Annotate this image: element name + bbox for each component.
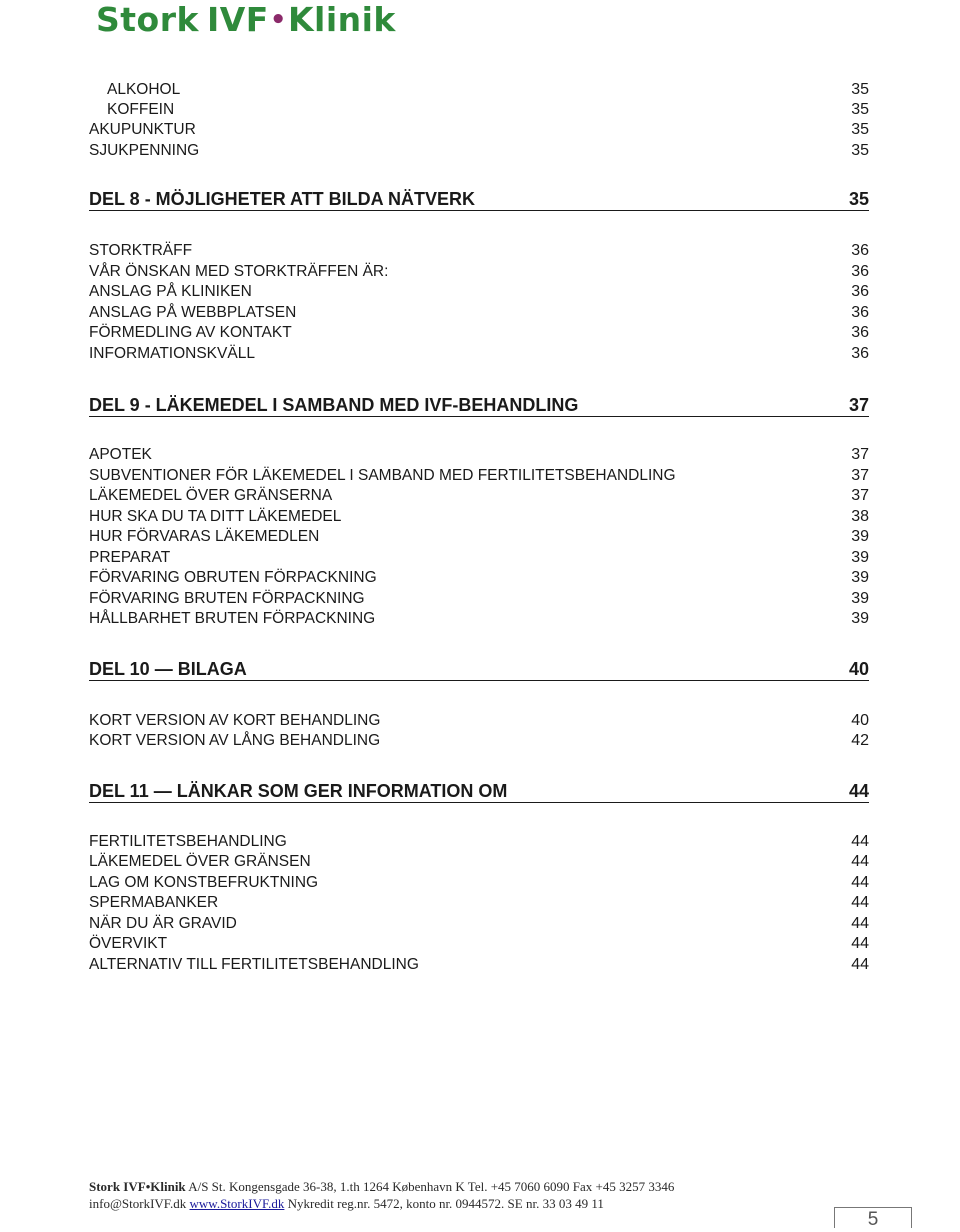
toc-entry-title: HUR SKA DU TA DITT LÄKEMEDEL (89, 508, 342, 525)
toc-section-heading[interactable] (89, 780, 869, 803)
toc-entry[interactable] (107, 100, 869, 120)
toc-entry-page: 39 (851, 590, 869, 607)
table-of-contents (89, 0, 869, 1000)
toc-entry-title: SJUKPENNING (89, 142, 200, 159)
footer-address: A/S St. Kongensgade 36-38, 1.th 1264 København K Tel. +45 7060 6090 Fax +45 3257 3346 (185, 1179, 675, 1194)
toc-entry-title: KOFFEIN (107, 101, 175, 118)
toc-entry-page: 36 (851, 304, 869, 321)
toc-entry-page: 35 (851, 81, 869, 98)
toc-section-title: DEL 10 — BILAGA (89, 659, 247, 679)
toc-section-page: 35 (848, 189, 869, 209)
toc-entry-title: ANSLAG PÅ WEBBPLATSEN (89, 304, 297, 321)
toc-entry-page: 37 (851, 446, 869, 463)
toc-entry[interactable] (89, 303, 869, 323)
toc-entry-page: 44 (851, 853, 869, 870)
toc-section-page: 44 (848, 781, 869, 801)
toc-entry[interactable] (89, 568, 869, 588)
toc-section-heading[interactable] (89, 658, 869, 681)
toc-entry[interactable] (89, 282, 869, 302)
footer-line-contact (89, 1195, 739, 1212)
page-number: 5 (834, 1207, 912, 1228)
toc-entry[interactable] (107, 80, 869, 100)
toc-entry[interactable] (89, 934, 869, 954)
toc-entry-title: LÄKEMEDEL ÖVER GRÄNSERNA (89, 487, 333, 504)
toc-entry-page: 35 (851, 121, 869, 138)
toc-entry[interactable] (89, 873, 869, 893)
logo-dot: • (269, 5, 287, 35)
toc-entry-page: 39 (851, 528, 869, 545)
toc-entry-title: FÖRVARING OBRUTEN FÖRPACKNING (89, 569, 377, 586)
toc-entry-page: 44 (851, 956, 869, 973)
toc-entry-page: 35 (851, 142, 869, 159)
toc-entry[interactable] (89, 548, 869, 568)
footer-line-address (89, 1178, 739, 1195)
toc-entry-page: 36 (851, 324, 869, 341)
toc-entry-page: 40 (851, 712, 869, 729)
toc-entry-title: KORT VERSION AV KORT BEHANDLING (89, 712, 381, 729)
toc-section-title: DEL 11 — LÄNKAR SOM GER INFORMATION OM (89, 781, 508, 801)
toc-entry-page: 36 (851, 283, 869, 300)
toc-entry-page: 37 (851, 487, 869, 504)
logo-word-ivf: IVF (206, 0, 269, 39)
toc-entry[interactable] (89, 323, 869, 343)
toc-entry-title: FÖRMEDLING AV KONTAKT (89, 324, 292, 341)
toc-entry[interactable] (89, 731, 869, 751)
toc-entry-title: STORKTRÄFF (89, 242, 193, 259)
toc-entry-title: LAG OM KONSTBEFRUKTNING (89, 874, 319, 891)
toc-entry[interactable] (89, 711, 869, 731)
toc-entry[interactable] (89, 893, 869, 913)
toc-entry-title: ALKOHOL (107, 81, 181, 98)
logo-word-klinik: Klinik (287, 0, 396, 39)
footer-bank-info: Nykredit reg.nr. 5472, konto nr. 0944572. SE nr. 33 03 49 11 (284, 1196, 604, 1211)
toc-entry[interactable] (89, 486, 869, 506)
toc-entry-title: SPERMABANKER (89, 894, 219, 911)
toc-section-heading[interactable] (89, 394, 869, 417)
toc-entry-title: HUR FÖRVARAS LÄKEMEDLEN (89, 528, 320, 545)
toc-entry[interactable] (89, 832, 869, 852)
logo-word-stork: Stork (96, 0, 199, 39)
toc-entry-page: 39 (851, 549, 869, 566)
toc-entry-title: NÄR DU ÄR GRAVID (89, 915, 237, 932)
toc-entry[interactable] (89, 589, 869, 609)
toc-entry-title: ANSLAG PÅ KLINIKEN (89, 283, 252, 300)
toc-entry[interactable] (89, 445, 869, 465)
toc-entry-page: 39 (851, 569, 869, 586)
toc-section-heading[interactable] (89, 188, 869, 211)
toc-entry-page: 39 (851, 610, 869, 627)
toc-entry[interactable] (89, 527, 869, 547)
toc-entry-title: APOTEK (89, 446, 152, 463)
footer-website-link[interactable]: www.StorkIVF.dk (189, 1196, 285, 1211)
toc-entry[interactable] (89, 609, 869, 629)
toc-entry-title: INFORMATIONSKVÄLL (89, 345, 255, 362)
toc-entry-page: 44 (851, 935, 869, 952)
footer-brand: Stork IVF•Klinik (89, 1179, 186, 1194)
toc-entry[interactable] (89, 141, 869, 161)
toc-entry-page: 37 (851, 467, 869, 484)
toc-entry-title: AKUPUNKTUR (89, 121, 196, 138)
toc-entry-page: 36 (851, 345, 869, 362)
toc-entry-title: PREPARAT (89, 549, 171, 566)
toc-entry[interactable] (89, 914, 869, 934)
toc-entry-title: HÅLLBARHET BRUTEN FÖRPACKNING (89, 610, 376, 627)
toc-section-page: 37 (848, 395, 869, 415)
toc-entry-title: FERTILITETSBEHANDLING (89, 833, 287, 850)
toc-entry[interactable] (89, 262, 869, 282)
toc-entry[interactable] (89, 241, 869, 261)
footer-email[interactable]: info@StorkIVF.dk (89, 1196, 187, 1211)
toc-section-title: DEL 8 - MÖJLIGHETER ATT BILDA NÄTVERK (89, 189, 476, 209)
page-footer (89, 1178, 739, 1212)
toc-entry-title: LÄKEMEDEL ÖVER GRÄNSEN (89, 853, 311, 870)
toc-entry-page: 44 (851, 894, 869, 911)
toc-section-title: DEL 9 - LÄKEMEDEL I SAMBAND MED IVF-BEHANDLING (89, 395, 579, 415)
toc-entry-page: 35 (851, 101, 869, 118)
toc-entry[interactable] (89, 507, 869, 527)
toc-entry-page: 42 (851, 732, 869, 749)
toc-entry-page: 36 (851, 263, 869, 280)
toc-section-page: 40 (848, 659, 869, 679)
toc-entry-title: KORT VERSION AV LÅNG BEHANDLING (89, 732, 381, 749)
toc-entry-title: ALTERNATIV TILL FERTILITETSBEHANDLING (89, 956, 419, 973)
toc-entry[interactable] (89, 955, 869, 975)
toc-entry[interactable] (89, 852, 869, 872)
toc-entry-title: SUBVENTIONER FÖR LÄKEMEDEL I SAMBAND MED FERTILITETSBEHANDLING (89, 467, 676, 484)
toc-entry-page: 36 (851, 242, 869, 259)
toc-entry-page: 44 (851, 833, 869, 850)
toc-entry[interactable] (89, 466, 869, 486)
toc-entry-title: ÖVERVIKT (89, 935, 168, 952)
toc-entry-page: 38 (851, 508, 869, 525)
toc-entry-page: 44 (851, 874, 869, 891)
toc-entry[interactable] (89, 120, 869, 140)
toc-entry[interactable] (89, 344, 869, 364)
toc-entry-title: FÖRVARING BRUTEN FÖRPACKNING (89, 590, 365, 607)
toc-entry-page: 44 (851, 915, 869, 932)
toc-entry-title: VÅR ÖNSKAN MED STORKTRÄFFEN ÄR: (89, 263, 389, 280)
